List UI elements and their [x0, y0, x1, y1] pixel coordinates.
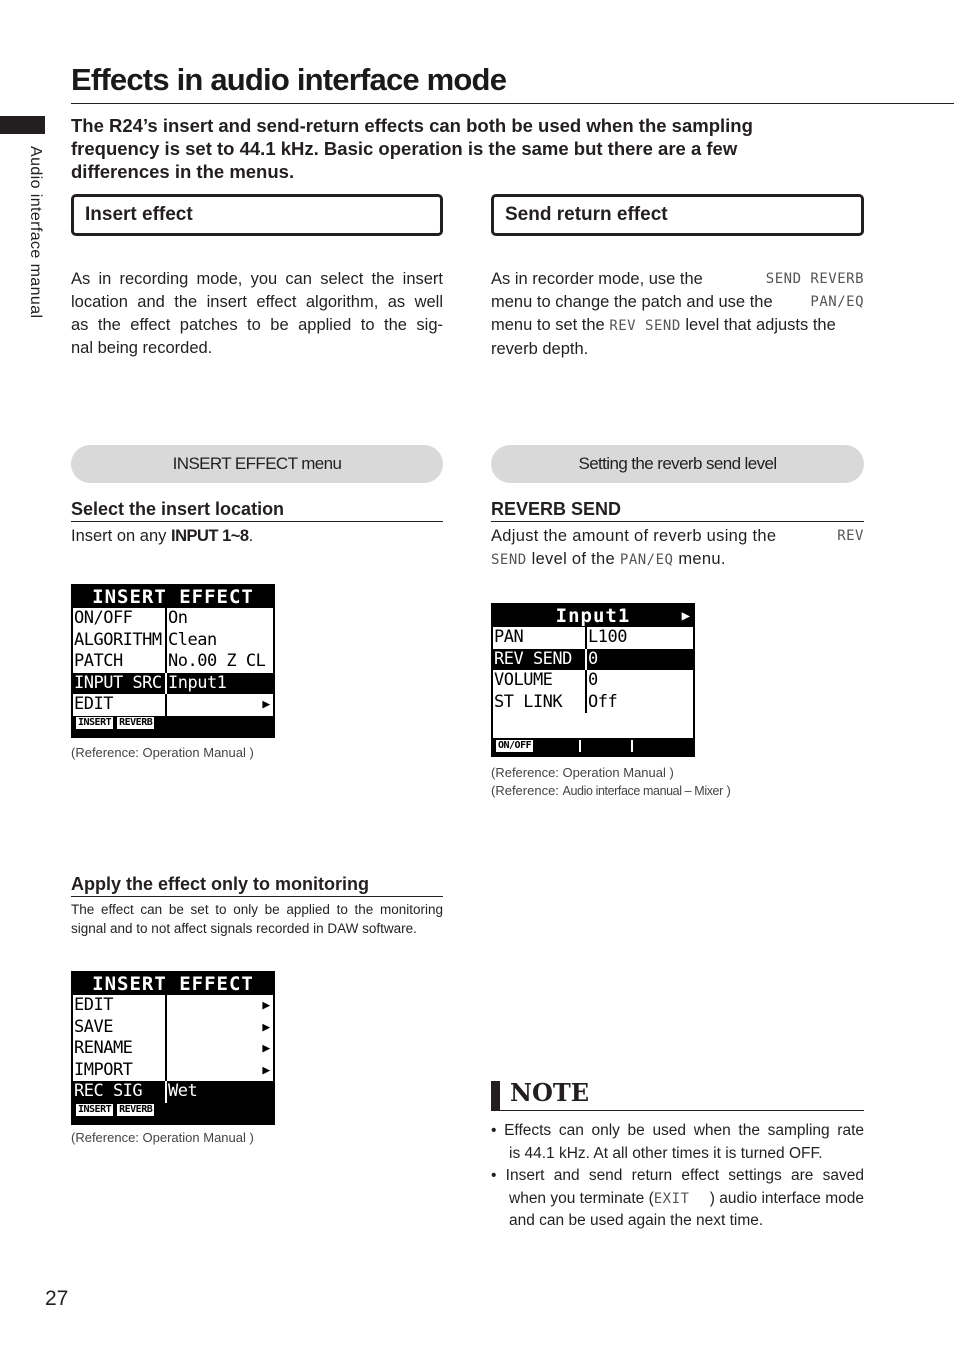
row-value: Wet — [168, 1081, 198, 1101]
row-label: PATCH — [73, 651, 167, 673]
screen-row-selected — [493, 649, 693, 671]
body-line — [491, 268, 864, 291]
screen-row — [73, 608, 273, 630]
body-line — [491, 314, 864, 338]
row-value: No.00 Z CL — [168, 651, 266, 671]
footer-key: INSERT — [78, 717, 112, 728]
insert-effect-screen — [71, 584, 275, 738]
text-prefix: Insert on any — [71, 527, 171, 545]
next-arrow-icon: ▶ — [681, 608, 691, 624]
screen-row — [493, 670, 693, 692]
note-item-line: and can be used again the next time. — [509, 1212, 764, 1229]
screen-footer — [493, 738, 693, 753]
reverb-send-text — [491, 525, 864, 572]
apply-monitoring-heading: Apply the effect only to monitoring — [71, 874, 443, 897]
row-value: 0 — [588, 670, 598, 690]
text: when you terminate ( — [509, 1189, 654, 1207]
screen-row — [73, 995, 273, 1017]
screen-row — [73, 694, 273, 716]
text: level that adjusts the — [680, 316, 836, 334]
row-label: EDIT — [73, 694, 167, 716]
screen-row — [73, 1060, 273, 1082]
screen-row — [73, 1017, 273, 1039]
row-label: VOLUME — [493, 670, 587, 692]
play-arrow-icon: ▶ — [262, 1041, 270, 1056]
select-insert-location-heading: Select the insert location — [71, 499, 443, 522]
screen-rows — [73, 608, 273, 716]
screen-footer — [73, 716, 273, 731]
screen-title: INSERT EFFECT — [92, 586, 254, 608]
screen-title — [493, 605, 693, 627]
row-label: REC SIG — [73, 1081, 167, 1103]
row-label: IMPORT — [73, 1060, 167, 1082]
note-item-line — [491, 1188, 864, 1211]
edit-arrow-icon: ▶ — [262, 697, 270, 712]
lcd-text: PAN/EQ — [810, 294, 864, 310]
body-line: as the effect patches to be applied to the sig- — [71, 316, 443, 334]
text: Adjust the amount of reverb using the — [491, 527, 777, 545]
row-label: EDIT — [73, 995, 167, 1017]
text: (Reference: — [491, 783, 563, 798]
reverb-send-heading: REVERB SEND — [491, 499, 864, 522]
intro-paragraph: The R24’s insert and send-return effects can both be used when the sampling frequency is set to 44.1 kHz. Basic operation is the same but there are a few differences in the menus. — [71, 115, 753, 182]
screen-row — [493, 692, 693, 714]
insert-effect-menu-pill: INSERT EFFECT menu — [71, 445, 443, 483]
row-value: Off — [588, 691, 618, 712]
lcd-text: EXIT — [653, 1190, 690, 1207]
text: ) — [722, 783, 731, 798]
screen-footer — [73, 1103, 273, 1118]
reference-note-mixer — [491, 783, 731, 798]
body-line: location and the insert effect algorithm, as well — [71, 293, 443, 311]
footer-key: INSERT — [78, 1104, 112, 1115]
row-label: REV SEND — [493, 649, 587, 671]
text: Audio interface manual – Mixer — [562, 784, 723, 798]
body-line: nal being recorded. — [71, 339, 213, 357]
note-rule — [491, 1110, 864, 1111]
row-arrow — [259, 1081, 273, 1103]
row-value — [167, 1038, 259, 1060]
title-rule — [71, 103, 954, 104]
input1-mixer-screen — [491, 603, 695, 757]
footer-key: ON/OFF — [498, 739, 532, 751]
row-label: INPUT SRC — [73, 673, 167, 695]
play-arrow-icon: ▶ — [262, 998, 270, 1013]
lcd-text: REV SEND — [609, 318, 681, 334]
lcd-text: SEND — [491, 552, 527, 568]
note-item-line: • Insert and send return effect settings are saved — [491, 1167, 864, 1184]
row-value — [167, 995, 259, 1017]
page-number: 27 — [45, 1287, 69, 1310]
screen-row — [73, 1038, 273, 1060]
note-bar — [491, 1081, 500, 1111]
footer-key: REVERB — [119, 717, 153, 728]
screen-row — [493, 627, 693, 649]
note-title: NOTE — [510, 1078, 589, 1107]
reverb-send-level-pill: Setting the reverb send level — [491, 445, 864, 483]
row-value — [167, 1060, 259, 1082]
play-arrow-icon: ▶ — [262, 1019, 270, 1035]
row-value: L100 — [588, 627, 627, 647]
body-line: reverb depth. — [491, 340, 589, 358]
send-return-effect-body — [491, 268, 864, 361]
play-arrow-icon: ▶ — [262, 1062, 270, 1078]
reference-note: (Reference: Operation Manual ) — [71, 745, 254, 760]
lcd-text: PAN/EQ — [619, 552, 674, 568]
row-value: 0 — [588, 648, 598, 669]
body-line — [491, 525, 864, 548]
insert-effect-body — [71, 268, 443, 360]
insert-effect-heading: Insert effect — [71, 194, 443, 236]
row-label: RENAME — [73, 1038, 167, 1060]
body-line — [491, 291, 864, 314]
body-line — [491, 548, 864, 572]
screen-row-selected — [73, 1081, 273, 1103]
note-list — [491, 1120, 864, 1233]
row-label: SAVE — [73, 1017, 167, 1039]
note-item-line: • Effects can only be used when the sampling rate — [491, 1122, 864, 1139]
text: menu to set the — [491, 316, 610, 334]
text: As in recorder mode, use the — [491, 270, 703, 288]
screen-title-text: Input1 — [555, 605, 631, 627]
screen-row — [73, 651, 273, 673]
side-tab-marker — [0, 116, 45, 134]
row-label: ST LINK — [493, 692, 587, 714]
text — [509, 1188, 689, 1211]
row-label: ON/OFF — [73, 608, 167, 630]
row-value — [167, 694, 259, 716]
row-value — [167, 1017, 259, 1039]
footer-divider — [579, 740, 581, 752]
page-title: Effects in audio interface mode — [71, 62, 507, 97]
row-value: On — [168, 608, 188, 628]
select-insert-location-text — [71, 525, 443, 548]
screen-rows — [493, 627, 693, 738]
text: menu to change the patch and use the — [491, 293, 773, 311]
screen-row-selected — [73, 673, 273, 695]
side-section-label: Audio interface manual — [27, 146, 44, 319]
row-value: Input1 — [168, 672, 227, 693]
screen-rows — [73, 995, 273, 1103]
row-label: PAN — [493, 627, 587, 649]
reference-note: (Reference: Operation Manual ) — [71, 1130, 254, 1145]
row-label: ALGORITHM — [73, 630, 167, 652]
text: menu. — [673, 550, 726, 568]
footer-divider — [631, 740, 633, 752]
row-value: Clean — [168, 629, 217, 650]
send-return-effect-heading: Send return effect — [491, 194, 864, 236]
insert-effect-screen-2 — [71, 971, 275, 1125]
apply-monitoring-text: The effect can be set to only be applied to the monitoring signal and to not affect signals recorded in DAW software. — [71, 902, 443, 936]
screen-title: INSERT EFFECT — [92, 973, 254, 995]
footer-key: REVERB — [119, 1104, 153, 1115]
note-item-line: is 44.1 kHz. At all other times it is turned OFF. — [509, 1144, 823, 1162]
lcd-text: SEND REVERB — [765, 271, 864, 287]
reference-note: (Reference: Operation Manual ) — [491, 765, 674, 780]
text: level of the — [526, 550, 620, 568]
lcd-text: REV — [837, 528, 864, 544]
input-range: INPUT 1~8 — [170, 527, 249, 545]
text-suffix: . — [248, 527, 254, 545]
screen-row — [73, 630, 273, 652]
text: ) audio interface mode — [709, 1189, 864, 1207]
body-line: As in recording mode, you can select the insert — [71, 270, 443, 288]
